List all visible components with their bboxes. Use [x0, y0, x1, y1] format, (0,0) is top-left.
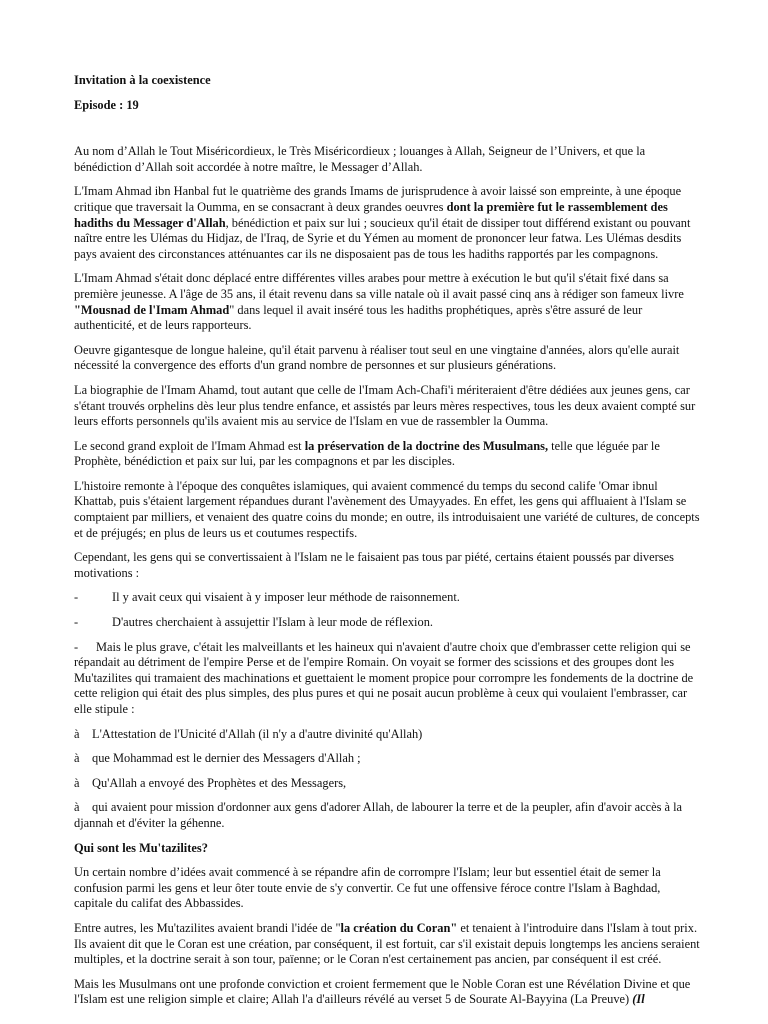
list-item-motivation-2	[74, 615, 702, 631]
list-item-text: qui avaient pour mission d'ordonner aux gens d'adorer Allah, de labourer la terre et de la peupler, afin d'avoir accès à la djannah et d'éviter la géhenne.	[74, 800, 683, 830]
text-run: et tenaient à l'introduire dans l'Islam à tout prix. Ils avaient dit que le Coran est une création, par conséquent, il est fortuit, car s'il existait depuis longtemps les anciens seraient multiples, et la doctrine serait à son tour, païenne; or le Coran n'est certainement pas ancien, par conséquent il est créé.	[74, 920, 700, 967]
list-item-stipulation-2	[74, 751, 702, 767]
list-item-text: Mais le plus grave, c'était les malveillants et les haineux qui n'avaient d'autre choix que d'embrasser cette religion qui se répandait au détriment de l'empire Perse et de l'empire Romain. On voyait se former des scissions et des groupes dont les Mu'tazilites qui tramaient des machinations et guettaient le moment propice pour corrompre les fondements de la doctrine de cette religion qui était des plus simples, des plus pures et qui ne posait aucun problème à ceux qui voulaient l'embrasser, car elle stipule :	[74, 639, 694, 716]
paragraph-invocation: Au nom d’Allah le Tout Miséricordieux, le Très Miséricordieux ; louanges à Allah, Seigneur de l’Univers, et que la bénédiction d’Allah soit accordée à notre maître, le Messager d’Allah.	[74, 144, 646, 174]
section-heading-text: Qui sont les Mu'tazilites?	[74, 840, 208, 855]
document-title: Invitation à la coexistence	[74, 73, 211, 87]
paragraph-second-exploit	[74, 439, 702, 470]
section-heading	[74, 841, 702, 857]
paragraph-oeuvre: Oeuvre gigantesque de longue haleine, qu'il était parvenu à réaliser tout seul en une vingtaine d'années, alors qu'elle aurait nécessité la convergence des efforts d'un grand nombre de personnes et sur plusieurs générations.	[74, 342, 680, 373]
list-item-text: Il y avait ceux qui visaient à y imposer leur méthode de raisonnement.	[112, 590, 460, 605]
bold-run: dont la première fut le rassemblement des hadiths du Messager d'Allah	[74, 199, 668, 230]
list-item-stipulation-4	[74, 800, 702, 831]
paragraph-biographie: La biographie de l'Imam Ahamd, tout autant que celle de l'Imam Ach-Chafi'i mériteraient d'être dédiées aux jeunes gens, car s'étant trouvés orphelins dès leur plus tendre enfance, et assistés par leurs mères respectives, tous les deux avaient compté sur leurs efforts personnels qu'ils avaient mis au service de l'Islam en vue de rassembler la Oumma.	[74, 382, 696, 429]
document-body	[74, 73, 702, 1017]
paragraph-conviction	[74, 977, 702, 1008]
paragraph-mousnad	[74, 271, 702, 333]
text-run: telle que léguée par le Prophète, bénédiction et paix sur lui, par les compagnons et par les disciples.	[74, 438, 660, 469]
text-run: L'Imam Ahmad s'était donc déplacé entre différentes villes arabes pour mettre à exécution le but qu'il s'était fixé dans sa première jeunesse. A l'âge de 35 ans, il était revenu dans sa ville natale où il avait passé cinq ans à rédiger son fameux livre	[74, 271, 684, 301]
paragraph-imam-ahmad-intro	[74, 184, 702, 262]
dash-marker: -	[74, 615, 79, 630]
bullet-marker: à	[74, 800, 80, 815]
text-run: Entre autres, les Mu'tazilites avaient brandi l'idée de "	[74, 920, 341, 935]
spacer	[74, 122, 702, 144]
list-item-text: L'Attestation de l'Unicité d'Allah (il n'y a d'autre divinité qu'Allah)	[92, 726, 423, 741]
italic-run: (Il	[632, 992, 645, 1007]
list-item-stipulation-3	[74, 776, 702, 792]
bullet-marker: à	[74, 751, 80, 766]
list-item-text: que Mohammad est le dernier des Messagers d'Allah ;	[92, 751, 361, 766]
text-run: Mais les Musulmans ont une profonde conviction et croient fermement que le Noble Coran est une Révélation Divine et que l'Islam est une religion simple et claire; Allah l'a d'ailleurs révélé au verset 5 de Sourate Al-Bayyina (La Preuve)	[74, 976, 691, 1007]
bullet-marker: à	[74, 775, 80, 790]
text-run: L'Imam Ahmad ibn Hanbal fut le quatrième des grands Imams de jurisprudence à avoir laissé son empreinte, à une époque critique que traversait la Oumma, en se consacrant à deux grandes oeuvres	[74, 184, 682, 214]
text-run: " dans lequel il avait inséré tous les hadiths prophétiques, après s'être assuré de leur authenticité, et de leurs rapporteurs.	[74, 302, 643, 333]
list-item-stipulation-1	[74, 727, 702, 743]
text-run: Le second grand exploit de l'Imam Ahmad est	[74, 438, 305, 453]
bold-run: "Mousnad de l'Imam Ahmad	[74, 302, 230, 317]
paragraph-histoire: L'histoire remonte à l'époque des conquêtes islamiques, qui avaient commencé du temps du second calife 'Omar ibnul Khattab, puis s'étaient largement répandues durant l'avènement des Umayyades. En effet, les gens qui affluaient à l'Islam se comptaient par milliers, et venaient des quatre coins du monde; en outre, ils introduisaient une variété de cultures, de concepts et de préjugés; en plus de leurs us et coutumes respectifs.	[74, 478, 700, 540]
paragraph-idees: Un certain nombre d’idées avait commencé à se répandre afin de corrompre l'Islam; leur but essentiel était de semer la confusion parmi les gens et leur ôter toute envie de s'y convertir. Ce fut une offensive féroce contre l'Islam à Baghdad, capitale du califat des Abbassides.	[74, 865, 661, 911]
episode-label: Episode : 19	[74, 97, 139, 112]
bold-run: la préservation de la doctrine des Musulmans,	[304, 438, 549, 453]
list-item-motivation-1	[74, 590, 702, 606]
bullet-marker: à	[74, 726, 80, 741]
dash-marker: -	[74, 639, 79, 654]
text-run: , bénédiction et paix sur lui ; soucieux qu'il était de dissiper tout différend existant ou pouvant naître entre les Ulémas du Hidjaz, de l'Iraq, de Syrie et du Yémen au moment de prononcer leur fatwa. Les Ulémas desdits pays avaient des circonstances atténuantes car ils ne disposaient pas de tous les hadiths rapportés par les compagnons.	[74, 215, 691, 261]
paragraph-creation-coran	[74, 921, 702, 968]
paragraph-cependant: Cependant, les gens qui se convertissaient à l'Islam ne le faisaient pas tous par piété, certains étaient poussés par diverses motivations :	[74, 550, 674, 580]
bold-run: la création du Coran"	[340, 920, 458, 935]
dash-marker: -	[74, 590, 79, 605]
list-item-text: D'autres cherchaient à assujettir l'Islam à leur mode de réflexion.	[112, 615, 433, 630]
list-item-motivation-3	[74, 640, 702, 718]
list-item-text: Qu'Allah a envoyé des Prophètes et des Messagers,	[92, 775, 347, 790]
bold-italic-run	[632, 992, 644, 1006]
